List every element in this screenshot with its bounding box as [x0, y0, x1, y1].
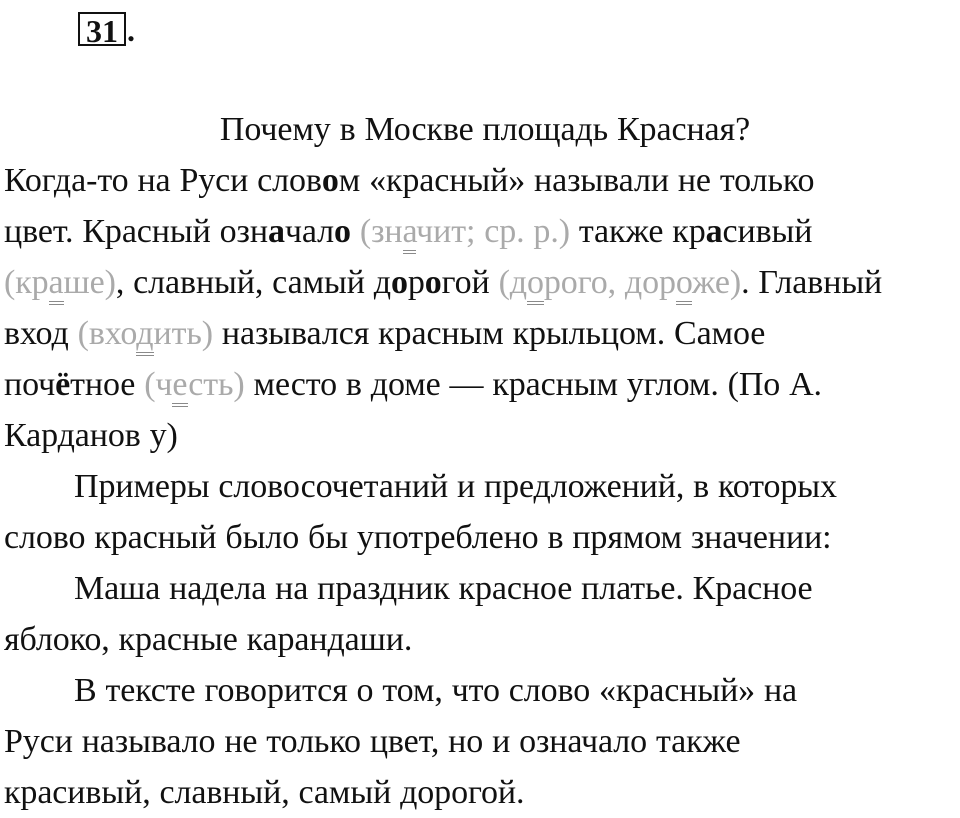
hint-underlined-letter: а	[49, 264, 64, 305]
paragraph-3-line-1: Маша надела на праздник красное платье. Красное	[74, 570, 813, 607]
text-run: м «красный» называли не только	[338, 162, 815, 199]
text-run: вход	[4, 315, 78, 352]
stressed-vowel: о	[334, 213, 351, 250]
paragraph-4-line-1: В тексте говорится о том, что слово «красный» на	[74, 672, 798, 709]
text-run: цвет. Красный озн	[4, 213, 268, 250]
text-run: , славный, самый д	[115, 264, 391, 301]
exercise-number-box: 31	[78, 12, 126, 46]
passage-line-6: Карданов у)	[4, 417, 178, 454]
check-word-hint	[78, 315, 213, 356]
stressed-vowel: а	[705, 213, 723, 250]
hint-text: сть)	[188, 366, 245, 403]
text-run: поч	[4, 366, 56, 403]
hint-underlined-letter: о	[676, 264, 692, 305]
hint-text: рого, дор	[543, 264, 676, 301]
passage-line-3	[4, 257, 956, 308]
check-word-hint	[4, 264, 116, 305]
passage-line-5	[4, 359, 956, 410]
check-word-hint	[144, 366, 244, 407]
passage-line-2	[4, 206, 956, 257]
paragraph-3-line-2: яблоко, красные карандаши.	[4, 621, 413, 658]
hint-text: (д	[498, 264, 527, 301]
document-body	[4, 104, 956, 818]
paragraph-4-line-3: красивый, славный, самый дорогой.	[4, 774, 525, 811]
text-run: р	[407, 264, 425, 301]
paragraph-2-line-1: Примеры словосочетаний и предложений, в которых	[74, 468, 837, 505]
hint-text: (кр	[4, 264, 49, 301]
stressed-vowel: о	[390, 264, 408, 301]
text-run: . Главный	[741, 264, 883, 301]
hint-underlined-letter: д	[136, 315, 153, 356]
paragraph-2-line-2: слово красный было бы употреблено в прямом значении:	[4, 519, 832, 556]
check-word-hint	[360, 213, 570, 254]
hint-text: чит; ср. р.)	[416, 213, 570, 250]
paragraph-4-line-2: Руси называло не только цвет, но и означало также	[4, 723, 741, 760]
text-run: чал	[284, 213, 335, 250]
text-run: назывался красным крыльцом. Самое	[212, 315, 766, 352]
text-run: Когда-то на Руси слов	[4, 162, 322, 199]
passage-line-1	[4, 155, 956, 206]
passage-line-4	[4, 308, 956, 359]
stressed-vowel: а	[267, 213, 285, 250]
hint-text: (зн	[359, 213, 403, 250]
text-run	[351, 213, 360, 250]
hint-text: ить)	[153, 315, 213, 352]
hint-underlined-letter: а	[403, 213, 417, 254]
text-run: гой	[441, 264, 499, 301]
hint-text: (ч	[144, 366, 173, 403]
hint-text: (вхо	[77, 315, 137, 352]
text-run: тное	[70, 366, 145, 403]
exercise-number	[78, 6, 135, 49]
hint-underlined-letter: е	[172, 366, 188, 407]
hint-text: же)	[691, 264, 742, 301]
stressed-vowel: о	[321, 162, 339, 199]
exercise-number-dot: .	[127, 12, 135, 48]
check-word-hint	[499, 264, 742, 305]
text-run: также кр	[569, 213, 706, 250]
passage-title: Почему в Москве площадь Красная?	[219, 111, 751, 148]
text-run: сивый	[722, 213, 813, 250]
text-run: место в доме — красным углом. (По А.	[244, 366, 822, 403]
stressed-vowel: о	[424, 264, 442, 301]
hint-text: ше)	[63, 264, 116, 301]
hint-underlined-letter: о	[527, 264, 544, 305]
stressed-vowel: ё	[55, 366, 71, 403]
